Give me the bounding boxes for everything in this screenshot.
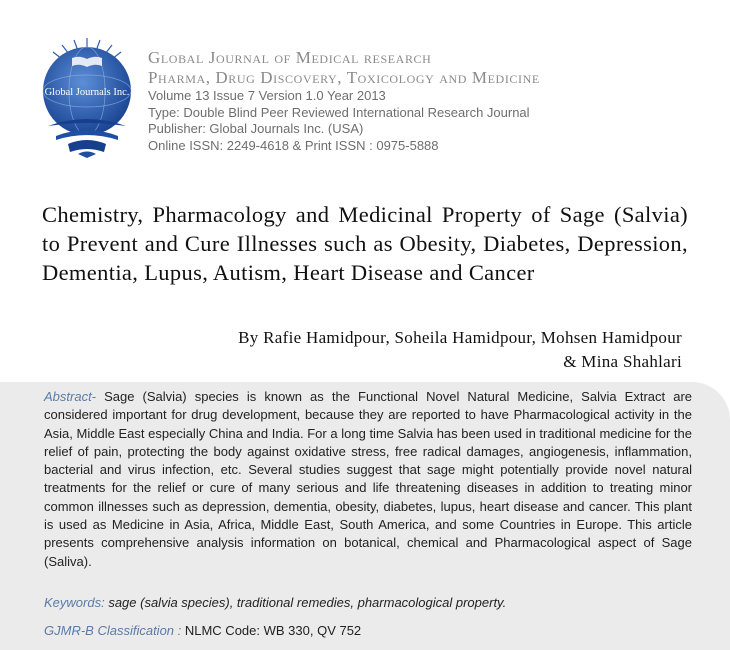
abstract-label: Abstract- (44, 389, 97, 404)
classification-label: GJMR-B Classification : (44, 623, 182, 638)
authors-line2: & Mina Shahlari (563, 352, 682, 371)
keywords-label: Keywords: (44, 595, 105, 610)
logo-text: Global Journals Inc. (44, 87, 130, 98)
journal-name-line1: Global Journal of Medical research (148, 48, 432, 67)
keywords-text: sage (salvia species), traditional remedies, pharmacological property. (104, 595, 507, 610)
abstract-text: Sage (Salvia) species is known as the Functional Novel Natural Medicine, Salvia Extract are considered important for drug development, because they are reported to have Pharmacological activity in the Asia, Middle East especially China and India. For a long time Salvia has been used in traditional medicine for the relief of pain, protecting the body against oxidative stress, free radical damages, angiogenesis, inflammation, bacterial and virus infection, etc. Several studies suggest that sage might potentially provide novel natural treatments for the relief or cure of many serious and life threatening diseases in addition to treating minor common illnesses such as depression, dementia, obesity, diabetes, lupus, heart disease and cancer. This plant is used as Medicine in Asia, Africa, Middle East, South America, and some Countries in Europe. This article presents comprehensive analysis information on botanical, chemical and Pharmacological aspect of Sage (Saliva). (44, 389, 692, 569)
abstract (44, 388, 692, 571)
journal-logo (38, 36, 136, 158)
journal-issn: Online ISSN: 2249-4618 & Print ISSN : 0975-5888 (148, 137, 439, 153)
keywords (44, 594, 692, 612)
article-title: Chemistry, Pharmacology and Medicinal Property of Sage (Salvia) to Prevent and Cure Illnesses such as Obesity, Diabetes, Depression, Dementia, Lupus, Autism, Heart Disease and Cancer (42, 202, 688, 285)
journal-header (148, 48, 708, 154)
journal-volume: Volume 13 Issue 7 Version 1.0 Year 2013 (148, 88, 386, 103)
classification-text: NLMC Code: WB 330, QV 752 (181, 623, 362, 638)
journal-name-line2: Pharma, Drug Discovery, Toxicology and Medicine (148, 68, 540, 87)
journal-type: Type: Double Blind Peer Reviewed International Research Journal (148, 104, 530, 120)
authors-line1: By Rafie Hamidpour, Soheila Hamidpour, Mohsen Hamidpour (238, 328, 682, 347)
classification (44, 622, 692, 640)
globe-book-logo-icon (38, 36, 136, 158)
article-authors (62, 326, 682, 374)
journal-publisher: Publisher: Global Journals Inc. (USA) (148, 121, 364, 136)
